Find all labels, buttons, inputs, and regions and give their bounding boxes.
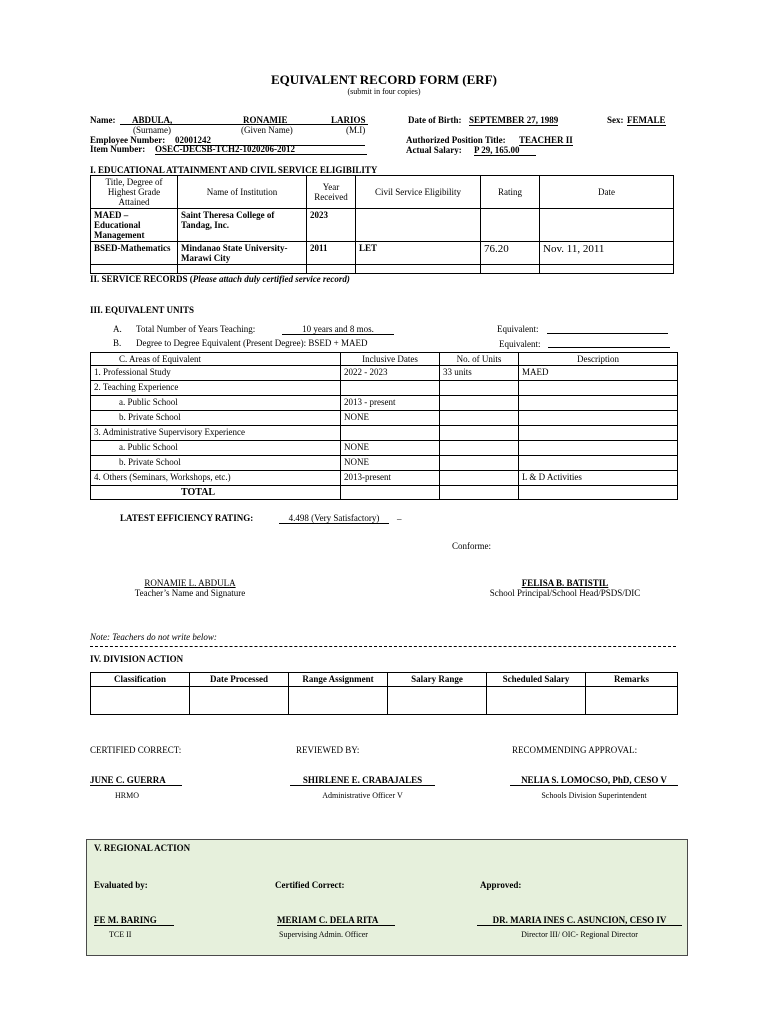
division-header-remarks: Remarks: [586, 673, 678, 687]
sds-name: NELIA S. LOMOCSO, PhD, CESO V: [510, 775, 678, 786]
education-header-rating: Rating: [481, 176, 540, 209]
units-description-cell: [519, 396, 678, 411]
dob-value: SEPTEMBER 27, 1989: [469, 115, 559, 125]
units-description-cell: L & D Activities: [519, 471, 678, 486]
surname-caption: (Surname): [133, 125, 171, 135]
units-count-cell: [440, 426, 519, 441]
education-row: [91, 209, 674, 242]
item-number-label: Item Number:: [90, 144, 146, 154]
dob-label: Date of Birth:: [408, 115, 462, 125]
education-institution-cell: [178, 265, 307, 274]
education-rating-cell: 76.20: [481, 242, 540, 265]
units-row: [91, 396, 678, 411]
efficiency-value: 4.498 (Very Satisfactory): [279, 513, 389, 524]
units-dates-cell: [341, 426, 440, 441]
equivalent-b-line: [548, 347, 670, 348]
division-header-date-processed: Date Processed: [190, 673, 289, 687]
units-area-cell: a. Public School: [91, 396, 341, 411]
units-description-cell: [519, 456, 678, 471]
education-institution-cell: Mindanao State University-Marawi City: [178, 242, 307, 265]
equivalent-a-label: Equivalent:: [497, 324, 539, 334]
education-header-date: Date: [540, 176, 674, 209]
middle-value: LARIOS: [331, 115, 366, 125]
salary-value: P 29, 165.00: [474, 145, 536, 156]
units-header-units: No. of Units: [440, 353, 519, 366]
education-header-eligibility: Civil Service Eligibility: [356, 176, 481, 209]
efficiency-label: LATEST EFFICIENCY RATING:: [120, 513, 254, 523]
units-count-cell: [440, 471, 519, 486]
units-area-cell: a. Public School: [91, 441, 341, 456]
division-blank-row: [91, 687, 678, 715]
ao-title: Administrative Officer V: [322, 791, 403, 800]
units-count-cell: [440, 456, 519, 471]
units-header-dates: Inclusive Dates: [341, 353, 440, 366]
item-b-text: Degree to Degree Equivalent (Present Degree): BSED + MAED: [136, 338, 368, 348]
units-row: [91, 441, 678, 456]
evaluator-title: TCE II: [109, 930, 132, 939]
regional-heading: V. REGIONAL ACTION: [94, 843, 191, 853]
units-header-row: [91, 353, 678, 366]
hrmo-title: HRMO: [115, 791, 140, 800]
education-degree-cell: MAED – Educational Management: [91, 209, 178, 242]
education-rating-cell: [481, 265, 540, 274]
item-a-label: A.: [113, 324, 122, 334]
units-area-cell: 4. Others (Seminars, Workshops, etc.): [91, 471, 341, 486]
education-eligibility-cell: [356, 265, 481, 274]
regional-director-name: DR. MARIA INES C. ASUNCION, CESO IV: [477, 915, 682, 926]
units-row: [91, 366, 678, 381]
division-cell: [91, 687, 190, 715]
units-total-row: [91, 486, 678, 500]
units-description-cell: MAED: [519, 366, 678, 381]
sex-value: FEMALE: [627, 115, 666, 125]
division-cell: [190, 687, 289, 715]
education-header-institution: Name of Institution: [178, 176, 307, 209]
units-dates-cell: 2013 - present: [341, 396, 440, 411]
employee-number-value: 02001242: [175, 135, 365, 146]
section2-heading-note: Please attach duly certified service record): [192, 274, 350, 284]
item-a-text: Total Number of Years Teaching:: [136, 324, 256, 334]
units-count-cell: [440, 411, 519, 426]
form-title: EQUIVALENT RECORD FORM (ERF): [271, 72, 497, 87]
education-date-cell: Nov. 11, 2011: [540, 242, 674, 265]
units-dates-cell: NONE: [341, 411, 440, 426]
units-dates-cell: NONE: [341, 441, 440, 456]
education-degree-cell: [91, 265, 178, 274]
division-header-salary-range: Salary Range: [388, 673, 487, 687]
education-date-cell: [540, 209, 674, 242]
principal-caption: School Principal/School Head/PSDS/DIC: [489, 588, 641, 598]
units-total-units: [440, 486, 519, 500]
section4-heading: IV. DIVISION ACTION: [90, 654, 184, 664]
units-area-cell: 1. Professional Study: [91, 366, 341, 381]
units-description-cell: [519, 426, 678, 441]
item-number-value: OSEC-DECSB-TCH2-1020206-2012: [155, 144, 367, 155]
section2-heading: [90, 274, 350, 284]
regional-certified-label: Certified Correct:: [275, 880, 345, 890]
equivalent-units-table: [90, 352, 678, 500]
regional-certifier-title: Supervising Admin. Officer: [279, 930, 368, 939]
units-count-cell: [440, 381, 519, 396]
education-table: [90, 175, 674, 274]
approved-label: Approved:: [480, 880, 522, 890]
education-eligibility-cell: LET: [356, 242, 481, 265]
units-description-cell: [519, 381, 678, 396]
sds-title: Schools Division Superintendent: [541, 791, 647, 800]
units-dates-cell: [341, 381, 440, 396]
units-row: [91, 426, 678, 441]
evaluator-name: FE M. BARING: [94, 915, 174, 926]
employee-number-label: Employee Number:: [90, 135, 166, 145]
equivalent-a-line: [547, 333, 668, 334]
section1-heading: I. EDUCATIONAL ATTAINMENT AND CIVIL SERVICE ELIGIBILITY: [90, 165, 378, 175]
regional-action-box: [86, 839, 688, 956]
education-eligibility-cell: [356, 209, 481, 242]
units-row: [91, 456, 678, 471]
education-rating-cell: [481, 209, 540, 242]
recommending-approval-label: RECOMMENDING APPROVAL:: [512, 745, 638, 755]
item-b-label: B.: [113, 338, 122, 348]
ao-name: SHIRLENE E. CRABAJALES: [290, 775, 435, 786]
education-year-cell: 2023: [307, 209, 356, 242]
units-area-cell: 2. Teaching Experience: [91, 381, 341, 396]
reviewed-by-label: REVIEWED BY:: [296, 745, 360, 755]
education-header-year: Year Received: [307, 176, 356, 209]
teacher-caption: Teacher’s Name and Signature: [134, 588, 246, 598]
education-header-row: [91, 176, 674, 209]
education-header-degree: Title, Degree of Highest Grade Attained: [91, 176, 178, 209]
education-year-cell: [307, 265, 356, 274]
units-dates-cell: 2013-present: [341, 471, 440, 486]
mi-caption: (M.I): [346, 125, 366, 135]
cut-line: [90, 646, 676, 647]
position-value: TEACHER II: [519, 135, 573, 145]
units-total-dates: [341, 486, 440, 500]
units-description-cell: [519, 411, 678, 426]
units-description-cell: [519, 441, 678, 456]
salary-label: Actual Salary:: [406, 145, 462, 155]
surname-value: ABDULA,: [132, 115, 173, 125]
units-row: [91, 381, 678, 396]
division-header-row: [91, 673, 678, 687]
given-caption: (Given Name): [241, 125, 293, 135]
item-a-value: 10 years and 8 mos.: [282, 324, 394, 335]
units-total-description: [519, 486, 678, 500]
section3-heading: III. EQUIVALENT UNITS: [90, 305, 194, 315]
units-row: [91, 471, 678, 486]
units-total-label: TOTAL: [91, 486, 341, 500]
equivalent-b-label: Equivalent:: [499, 339, 541, 349]
given-name-value: RONAMIE: [243, 115, 288, 125]
regional-director-title: Director III/ OIC- Regional Director: [521, 930, 638, 939]
section2-heading-text: II. SERVICE RECORDS (: [90, 274, 193, 284]
division-cell: [388, 687, 487, 715]
education-degree-cell: BSED-Mathematics: [91, 242, 178, 265]
units-area-cell: 3. Administrative Supervisory Experience: [91, 426, 341, 441]
principal-name: FELISA B. BATISTIL: [521, 578, 609, 588]
education-year-cell: 2011: [307, 242, 356, 265]
education-row: [91, 242, 674, 265]
sex-label: Sex:: [607, 115, 624, 125]
hrmo-name: JUNE C. GUERRA: [90, 775, 182, 786]
units-area-cell: b. Private School: [91, 411, 341, 426]
conforme-label: Conforme:: [452, 541, 491, 551]
division-cell: [487, 687, 586, 715]
division-header-scheduled-salary: Scheduled Salary: [487, 673, 586, 687]
certified-correct-label: CERTIFIED CORRECT:: [90, 745, 182, 755]
education-row: [91, 265, 674, 274]
units-header-area: C. Areas of Equivalent: [91, 353, 341, 366]
position-label: Authorized Position Title:: [406, 135, 506, 145]
regional-certifier-name: MERIAM C. DELA RITA: [277, 915, 395, 926]
division-header-classification: Classification: [91, 673, 190, 687]
division-cell: [586, 687, 678, 715]
units-area-cell: b. Private School: [91, 456, 341, 471]
teacher-name: RONAMIE L. ABDULA: [144, 578, 236, 588]
division-header-range-assignment: Range Assignment: [289, 673, 388, 687]
evaluated-by-label: Evaluated by:: [94, 880, 148, 890]
division-cell: [289, 687, 388, 715]
units-header-description: Description: [519, 353, 678, 366]
units-table-body: [91, 366, 678, 486]
form-subtitle: (submit in four copies): [347, 87, 421, 96]
units-count-cell: [440, 441, 519, 456]
units-count-cell: 33 units: [440, 366, 519, 381]
education-institution-cell: Saint Theresa College of Tandag, Inc.: [178, 209, 307, 242]
units-count-cell: [440, 396, 519, 411]
efficiency-trail: _: [397, 511, 402, 521]
units-row: [91, 411, 678, 426]
note-text: Note: Teachers do not write below:: [90, 632, 217, 642]
units-dates-cell: 2022 - 2023: [341, 366, 440, 381]
name-label: Name:: [90, 115, 116, 125]
units-dates-cell: NONE: [341, 456, 440, 471]
division-action-table: [90, 672, 678, 715]
education-date-cell: [540, 265, 674, 274]
